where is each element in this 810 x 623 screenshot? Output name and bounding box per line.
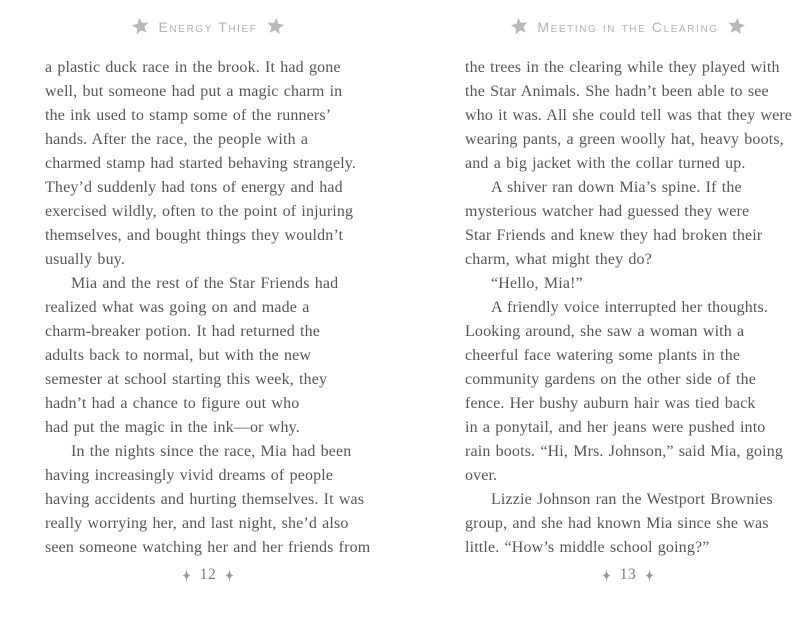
text-line: “Hello, Mia!” [491,275,583,292]
text-line: in a ponytail, and her jeans were pushed into [465,419,766,436]
page-body [45,56,371,560]
running-head [465,17,791,36]
text-line: having increasingly vivid dreams of people [45,467,334,484]
page-number [45,566,371,584]
text-line: mysterious watcher had guessed they were [465,203,750,220]
text-line: really worrying her, and last night, she’d also [45,515,349,532]
sparkle-icon [182,568,191,583]
text-line: cheerful face watering some plants in the [465,347,741,364]
text-line: charm, what might they do? [465,251,652,268]
text-line: the ink used to stamp some of the runners’ [45,107,332,124]
chapter-title: Meeting in the Clearing [537,18,719,35]
text-line: having accidents and hurting themselves. It was [45,491,365,508]
text-line: rain boots. “Hi, Mrs. Johnson,” said Mia, going [465,443,784,460]
text-line: who it was. All she could tell was that they were [465,107,793,124]
text-line: exercised wildly, often to the point of injuring [45,203,354,220]
text-line: the Star Animals. She hadn’t been able to see [465,83,769,100]
page-number-value: 13 [619,566,637,583]
text-line: seen someone watching her and her friends from [45,539,371,556]
page-left [45,0,371,623]
text-line: and a big jacket with the collar turned up. [465,155,746,172]
text-line: well, but someone had put a magic charm in [45,83,343,100]
page-body [465,56,791,560]
text-line: the trees in the clearing while they played with [465,59,780,76]
text-line: had put the magic in the ink—or why. [45,419,300,436]
running-head [45,17,371,36]
text-line: Lizzie Johnson ran the Westport Brownies [491,491,773,508]
text-line: They’d suddenly had tons of energy and had [45,179,343,196]
text-line: charm-breaker potion. It had returned the [45,323,321,340]
text-line: hadn’t had a chance to figure out who [45,395,300,412]
sparkle-icon [602,568,611,583]
text-line: A friendly voice interrupted her thoughts. [491,299,769,316]
page-number-value: 12 [199,566,217,583]
text-line: realized what was going on and made a [45,299,310,316]
star-icon [265,17,286,36]
star-icon [726,17,747,36]
star-icon [509,17,530,36]
text-line: community gardens on the other side of the [465,371,757,388]
text-line: usually buy. [45,251,125,268]
text-line: themselves, and bought things they wouldn’t [45,227,344,244]
sparkle-icon [645,568,654,583]
text-line: hands. After the race, the people with a [45,131,309,148]
chapter-title: Energy Thief [158,18,258,35]
text-line: Mia and the rest of the Star Friends had [71,275,339,292]
text-line: a plastic duck race in the brook. It had gone [45,59,341,76]
text-line: Star Friends and knew they had broken their [465,227,763,244]
text-line: adults back to normal, but with the new [45,347,312,364]
text-line: semester at school starting this week, they [45,371,328,388]
text-line: fence. Her bushy auburn hair was tied back [465,395,756,412]
text-line: In the nights since the race, Mia had been [71,443,352,460]
text-line: over. [465,467,498,484]
sparkle-icon [225,568,234,583]
page-right [465,0,791,623]
text-line: charmed stamp had started behaving strangely. [45,155,357,172]
text-line: Looking around, she saw a woman with a [465,323,745,340]
text-line: A shiver ran down Mia’s spine. If the [491,179,742,196]
text-line: little. “How’s middle school going?” [465,539,710,556]
text-line: group, and she had known Mia since she was [465,515,769,532]
star-icon [130,17,151,36]
page-number [465,566,791,584]
text-line: wearing pants, a green woolly hat, heavy boots, [465,131,784,148]
